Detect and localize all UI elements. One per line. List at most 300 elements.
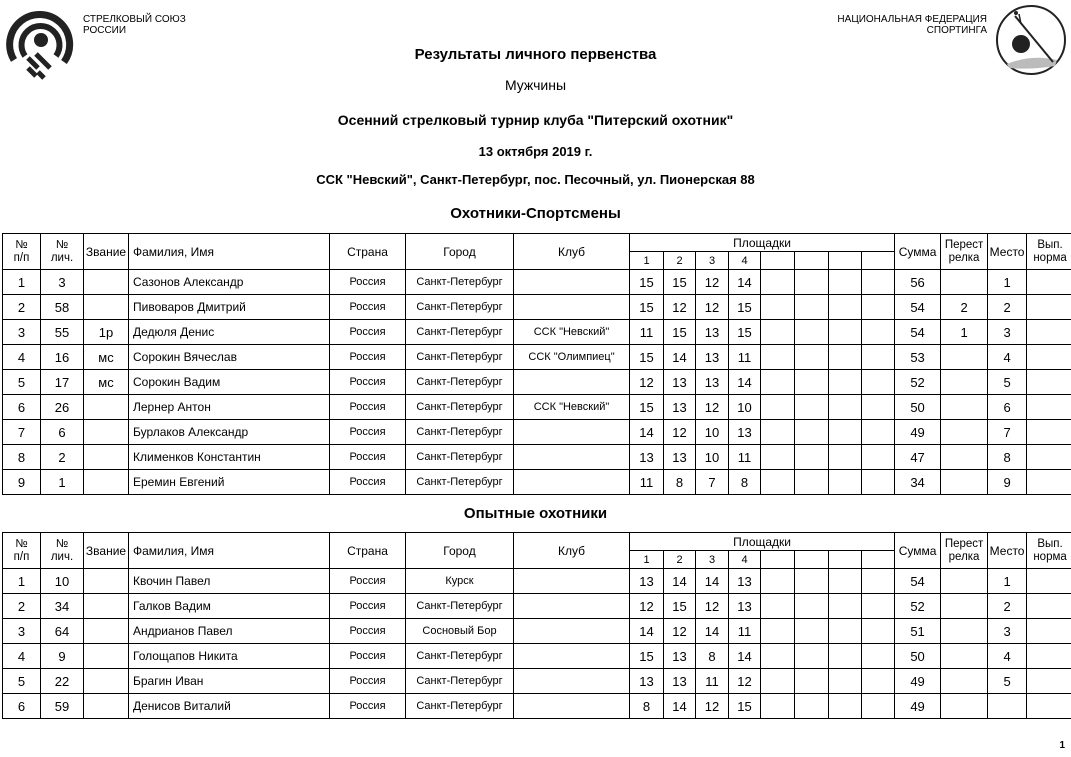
cell-country: Россия	[330, 644, 406, 669]
cell-range-3: 10	[696, 445, 729, 470]
cell-place: 5	[988, 669, 1027, 694]
cell-shootoff	[941, 669, 988, 694]
cell-range-1: 14	[630, 420, 664, 445]
cell-range-empty	[862, 320, 895, 345]
cell-range-empty	[829, 295, 862, 320]
cell-range-empty	[829, 594, 862, 619]
org-left	[83, 14, 186, 36]
cell-sum: 53	[895, 345, 941, 370]
col-norm-line2: норма	[1033, 550, 1067, 563]
col-city: Город	[406, 533, 514, 569]
cell-country: Россия	[330, 370, 406, 395]
cell-sum: 49	[895, 694, 941, 719]
cell-id: 9	[41, 644, 84, 669]
cell-sum: 52	[895, 370, 941, 395]
cell-norm	[1027, 370, 1071, 395]
cell-range-empty	[761, 370, 795, 395]
col-range-empty	[862, 252, 895, 270]
cell-range-empty	[761, 395, 795, 420]
cell-norm	[1027, 395, 1071, 420]
cell-range-empty	[761, 445, 795, 470]
col-norm	[1027, 533, 1071, 569]
cell-range-empty	[829, 370, 862, 395]
cell-range-4: 15	[729, 694, 761, 719]
cell-city: Курск	[406, 569, 514, 594]
cell-rank	[84, 569, 129, 594]
cell-club	[514, 445, 630, 470]
cell-name: Голощапов Никита	[129, 644, 330, 669]
table-row	[3, 345, 1071, 370]
cell-range-2: 13	[664, 644, 696, 669]
cell-range-empty	[829, 694, 862, 719]
col-range-empty	[862, 551, 895, 569]
cell-country: Россия	[330, 345, 406, 370]
cell-range-empty	[761, 594, 795, 619]
cell-range-empty	[862, 445, 895, 470]
cell-country: Россия	[330, 619, 406, 644]
org-right	[837, 14, 987, 36]
cell-range-1: 15	[630, 345, 664, 370]
cell-club	[514, 644, 630, 669]
cell-range-empty	[829, 669, 862, 694]
cell-range-empty	[761, 619, 795, 644]
cell-range-empty	[795, 295, 829, 320]
cell-range-empty	[761, 470, 795, 495]
cell-range-3: 11	[696, 669, 729, 694]
org-left-line2: РОССИИ	[83, 25, 127, 36]
cell-range-empty	[862, 370, 895, 395]
cell-rank	[84, 694, 129, 719]
cell-shootoff	[941, 270, 988, 295]
org-right-line2: СПОРТИНГА	[926, 25, 987, 36]
cell-country: Россия	[330, 594, 406, 619]
col-place: Место	[988, 234, 1027, 270]
col-range-4: 4	[729, 252, 761, 270]
cell-npp: 8	[3, 445, 41, 470]
col-range-empty	[795, 252, 829, 270]
cell-club	[514, 619, 630, 644]
cell-rank	[84, 669, 129, 694]
col-range-3: 3	[696, 252, 729, 270]
table-row	[3, 295, 1071, 320]
cell-range-empty	[795, 320, 829, 345]
cell-norm	[1027, 295, 1071, 320]
col-city: Город	[406, 234, 514, 270]
cell-range-2: 8	[664, 470, 696, 495]
col-id	[41, 234, 84, 270]
cell-range-empty	[829, 345, 862, 370]
cell-id: 64	[41, 619, 84, 644]
cell-range-3: 13	[696, 320, 729, 345]
col-npp	[3, 234, 41, 270]
org-left-line1: СТРЕЛКОВЫЙ СОЮЗ	[83, 14, 186, 25]
cell-range-empty	[829, 395, 862, 420]
cell-range-3: 13	[696, 370, 729, 395]
cell-range-3: 10	[696, 420, 729, 445]
cell-range-3: 12	[696, 270, 729, 295]
cell-npp: 1	[3, 569, 41, 594]
cell-sum: 49	[895, 420, 941, 445]
cell-range-2: 15	[664, 270, 696, 295]
col-range-empty	[829, 551, 862, 569]
cell-range-1: 12	[630, 370, 664, 395]
cell-id: 10	[41, 569, 84, 594]
cell-range-empty	[795, 345, 829, 370]
cell-range-3: 7	[696, 470, 729, 495]
col-range-empty	[795, 551, 829, 569]
cell-club	[514, 470, 630, 495]
cell-country: Россия	[330, 445, 406, 470]
col-sum: Сумма	[895, 533, 941, 569]
cell-range-1: 13	[630, 445, 664, 470]
col-place: Место	[988, 533, 1027, 569]
cell-club: ССК "Олимпиец"	[514, 345, 630, 370]
cell-name: Сорокин Вячеслав	[129, 345, 330, 370]
cell-shootoff	[941, 594, 988, 619]
cell-range-empty	[795, 594, 829, 619]
cell-city: Санкт-Петербург	[406, 345, 514, 370]
cell-npp: 4	[3, 345, 41, 370]
col-npp-line1: №	[15, 537, 28, 550]
col-id-line1: №	[55, 537, 69, 550]
cell-range-4: 11	[729, 445, 761, 470]
cell-range-2: 12	[664, 619, 696, 644]
col-shootoff-line2: релка	[948, 550, 980, 563]
col-range-empty	[829, 252, 862, 270]
cell-shootoff	[941, 395, 988, 420]
cell-city: Санкт-Петербург	[406, 694, 514, 719]
cell-range-4: 11	[729, 619, 761, 644]
cell-range-4: 8	[729, 470, 761, 495]
cell-range-2: 12	[664, 420, 696, 445]
cell-npp: 3	[3, 320, 41, 345]
cell-sum: 34	[895, 470, 941, 495]
cell-name: Квочин Павел	[129, 569, 330, 594]
cell-country: Россия	[330, 694, 406, 719]
cell-range-1: 15	[630, 270, 664, 295]
cell-rank	[84, 644, 129, 669]
cell-id: 6	[41, 420, 84, 445]
cell-city: Санкт-Петербург	[406, 470, 514, 495]
col-range-empty	[761, 252, 795, 270]
cell-npp: 6	[3, 694, 41, 719]
cell-shootoff	[941, 420, 988, 445]
col-rank: Звание	[84, 234, 129, 270]
cell-range-2: 15	[664, 594, 696, 619]
cell-rank	[84, 445, 129, 470]
table-row	[3, 420, 1071, 445]
cell-range-3: 12	[696, 694, 729, 719]
cell-range-empty	[829, 445, 862, 470]
cell-norm	[1027, 569, 1071, 594]
cell-range-4: 15	[729, 320, 761, 345]
cell-range-2: 13	[664, 445, 696, 470]
cell-range-empty	[761, 644, 795, 669]
cell-range-3: 12	[696, 594, 729, 619]
cell-range-empty	[761, 569, 795, 594]
cell-country: Россия	[330, 420, 406, 445]
cell-name: Сорокин Вадим	[129, 370, 330, 395]
col-id-line2: лич.	[50, 251, 74, 264]
cell-place: 2	[988, 594, 1027, 619]
cell-norm	[1027, 594, 1071, 619]
cell-range-2: 12	[664, 295, 696, 320]
cell-place: 1	[988, 270, 1027, 295]
cell-city: Санкт-Петербург	[406, 395, 514, 420]
cell-npp: 5	[3, 370, 41, 395]
cell-range-4: 15	[729, 295, 761, 320]
cell-range-1: 14	[630, 619, 664, 644]
cell-city: Санкт-Петербург	[406, 669, 514, 694]
cell-place: 6	[988, 395, 1027, 420]
cell-range-3: 8	[696, 644, 729, 669]
col-norm-line1: Вып.	[1037, 537, 1063, 550]
cell-range-3: 12	[696, 295, 729, 320]
cell-norm	[1027, 420, 1071, 445]
cell-country: Россия	[330, 669, 406, 694]
cell-club: ССК "Невский"	[514, 395, 630, 420]
cell-place: 9	[988, 470, 1027, 495]
col-id-line2: лич.	[50, 550, 74, 563]
cell-range-empty	[829, 320, 862, 345]
cell-range-1: 13	[630, 569, 664, 594]
cell-id: 16	[41, 345, 84, 370]
cell-shootoff	[941, 445, 988, 470]
cell-norm	[1027, 644, 1071, 669]
cell-range-3: 14	[696, 569, 729, 594]
col-range-4: 4	[729, 551, 761, 569]
cell-name: Клименков Константин	[129, 445, 330, 470]
cell-id: 22	[41, 669, 84, 694]
cell-sum: 54	[895, 320, 941, 345]
cell-shootoff: 1	[941, 320, 988, 345]
cell-range-4: 12	[729, 669, 761, 694]
cell-range-empty	[862, 694, 895, 719]
cell-place: 5	[988, 370, 1027, 395]
cell-range-empty	[862, 395, 895, 420]
table-row	[3, 594, 1071, 619]
col-shootoff	[941, 533, 988, 569]
cell-place: 4	[988, 644, 1027, 669]
sporting-federation-logo	[995, 4, 1067, 76]
cell-shootoff	[941, 694, 988, 719]
page-number: 1	[1059, 740, 1065, 751]
cell-range-empty	[862, 619, 895, 644]
cell-name: Андрианов Павел	[129, 619, 330, 644]
cell-range-empty	[761, 694, 795, 719]
table-row	[3, 470, 1071, 495]
col-norm-line2: норма	[1033, 251, 1067, 264]
cell-range-1: 8	[630, 694, 664, 719]
cell-rank	[84, 295, 129, 320]
cell-range-empty	[862, 569, 895, 594]
cell-range-empty	[795, 270, 829, 295]
cell-range-4: 13	[729, 569, 761, 594]
cell-npp: 5	[3, 669, 41, 694]
cell-id: 17	[41, 370, 84, 395]
cell-country: Россия	[330, 395, 406, 420]
cell-id: 1	[41, 470, 84, 495]
col-id	[41, 533, 84, 569]
cell-shootoff	[941, 569, 988, 594]
cell-range-1: 11	[630, 320, 664, 345]
cell-rank	[84, 470, 129, 495]
cell-norm	[1027, 345, 1071, 370]
shooting-union-logo	[6, 6, 76, 80]
table-row	[3, 569, 1071, 594]
header-row	[3, 533, 1071, 551]
col-norm	[1027, 234, 1071, 270]
org-right-line1: НАЦИОНАЛЬНАЯ ФЕДЕРАЦИЯ	[837, 14, 987, 25]
cell-city: Санкт-Петербург	[406, 370, 514, 395]
col-ranges: Площадки	[630, 533, 895, 551]
tournament-date: 13 октября 2019 г.	[478, 144, 593, 159]
cell-id: 59	[41, 694, 84, 719]
cell-range-4: 10	[729, 395, 761, 420]
cell-id: 34	[41, 594, 84, 619]
cell-place	[988, 694, 1027, 719]
cell-npp: 9	[3, 470, 41, 495]
cell-shootoff	[941, 644, 988, 669]
cell-sum: 52	[895, 594, 941, 619]
cell-name: Лернер Антон	[129, 395, 330, 420]
cell-range-4: 14	[729, 370, 761, 395]
cell-norm	[1027, 445, 1071, 470]
cell-sum: 54	[895, 569, 941, 594]
cell-range-empty	[829, 619, 862, 644]
col-sum: Сумма	[895, 234, 941, 270]
tournament-venue: ССК "Невский", Санкт-Петербург, пос. Песочный, ул. Пионерская 88	[316, 172, 755, 187]
table-row	[3, 669, 1071, 694]
cell-rank	[84, 270, 129, 295]
col-shootoff	[941, 234, 988, 270]
cell-sum: 47	[895, 445, 941, 470]
cell-norm	[1027, 669, 1071, 694]
cell-rank	[84, 594, 129, 619]
cell-rank: 1р	[84, 320, 129, 345]
table-row	[3, 270, 1071, 295]
cell-sum: 50	[895, 644, 941, 669]
table-row	[3, 445, 1071, 470]
cell-country: Россия	[330, 470, 406, 495]
cell-range-empty	[795, 370, 829, 395]
cell-city: Санкт-Петербург	[406, 270, 514, 295]
col-range-1: 1	[630, 252, 664, 270]
col-country: Страна	[330, 533, 406, 569]
cell-sum: 49	[895, 669, 941, 694]
col-name: Фамилия, Имя	[129, 533, 330, 569]
cell-range-empty	[862, 594, 895, 619]
cell-city: Сосновый Бор	[406, 619, 514, 644]
cell-club	[514, 594, 630, 619]
cell-name: Бурлаков Александр	[129, 420, 330, 445]
col-club: Клуб	[514, 533, 630, 569]
cell-range-empty	[795, 420, 829, 445]
col-npp	[3, 533, 41, 569]
cell-range-empty	[862, 345, 895, 370]
cell-norm	[1027, 470, 1071, 495]
cell-range-4: 13	[729, 420, 761, 445]
cell-rank: мс	[84, 370, 129, 395]
cell-range-empty	[795, 619, 829, 644]
table-row	[3, 619, 1071, 644]
cell-id: 3	[41, 270, 84, 295]
cell-country: Россия	[330, 320, 406, 345]
section-title-2: Опытные охотники	[463, 505, 608, 522]
cell-range-2: 15	[664, 320, 696, 345]
cell-range-empty	[761, 295, 795, 320]
col-npp-line1: №	[15, 238, 28, 251]
cell-country: Россия	[330, 295, 406, 320]
cell-npp: 1	[3, 270, 41, 295]
cell-norm	[1027, 320, 1071, 345]
col-range-3: 3	[696, 551, 729, 569]
cell-range-empty	[761, 320, 795, 345]
cell-city: Санкт-Петербург	[406, 420, 514, 445]
cell-npp: 4	[3, 644, 41, 669]
cell-name: Пивоваров Дмитрий	[129, 295, 330, 320]
cell-range-empty	[795, 445, 829, 470]
cell-club	[514, 669, 630, 694]
table-row	[3, 320, 1071, 345]
cell-range-empty	[795, 395, 829, 420]
cell-range-empty	[761, 270, 795, 295]
cell-range-empty	[795, 669, 829, 694]
cell-country: Россия	[330, 270, 406, 295]
table-row	[3, 395, 1071, 420]
page-subtitle: Мужчины	[504, 77, 567, 93]
cell-place: 3	[988, 619, 1027, 644]
col-norm-line1: Вып.	[1037, 238, 1063, 251]
col-range-1: 1	[630, 551, 664, 569]
cell-range-2: 14	[664, 569, 696, 594]
cell-range-empty	[829, 644, 862, 669]
col-shootoff-line2: релка	[948, 251, 980, 264]
cell-range-empty	[862, 669, 895, 694]
cell-range-1: 15	[630, 295, 664, 320]
cell-city: Санкт-Петербург	[406, 445, 514, 470]
cell-country: Россия	[330, 569, 406, 594]
cell-city: Санкт-Петербург	[406, 594, 514, 619]
cell-club	[514, 420, 630, 445]
cell-range-empty	[795, 644, 829, 669]
cell-npp: 7	[3, 420, 41, 445]
col-club: Клуб	[514, 234, 630, 270]
cell-shootoff	[941, 345, 988, 370]
results-table-1	[2, 233, 1071, 495]
cell-range-empty	[829, 420, 862, 445]
cell-range-empty	[862, 420, 895, 445]
results-table-2	[2, 532, 1071, 719]
cell-range-empty	[862, 295, 895, 320]
cell-range-empty	[795, 569, 829, 594]
cell-range-empty	[829, 270, 862, 295]
col-range-empty	[761, 551, 795, 569]
col-npp-line2: п/п	[13, 550, 30, 563]
table-row	[3, 694, 1071, 719]
cell-range-empty	[761, 420, 795, 445]
cell-city: Санкт-Петербург	[406, 320, 514, 345]
cell-name: Еремин Евгений	[129, 470, 330, 495]
col-range-2: 2	[664, 252, 696, 270]
cell-club: ССК "Невский"	[514, 320, 630, 345]
table-row	[3, 370, 1071, 395]
cell-range-empty	[761, 669, 795, 694]
cell-place: 1	[988, 569, 1027, 594]
cell-range-empty	[829, 470, 862, 495]
col-name: Фамилия, Имя	[129, 234, 330, 270]
cell-club	[514, 270, 630, 295]
